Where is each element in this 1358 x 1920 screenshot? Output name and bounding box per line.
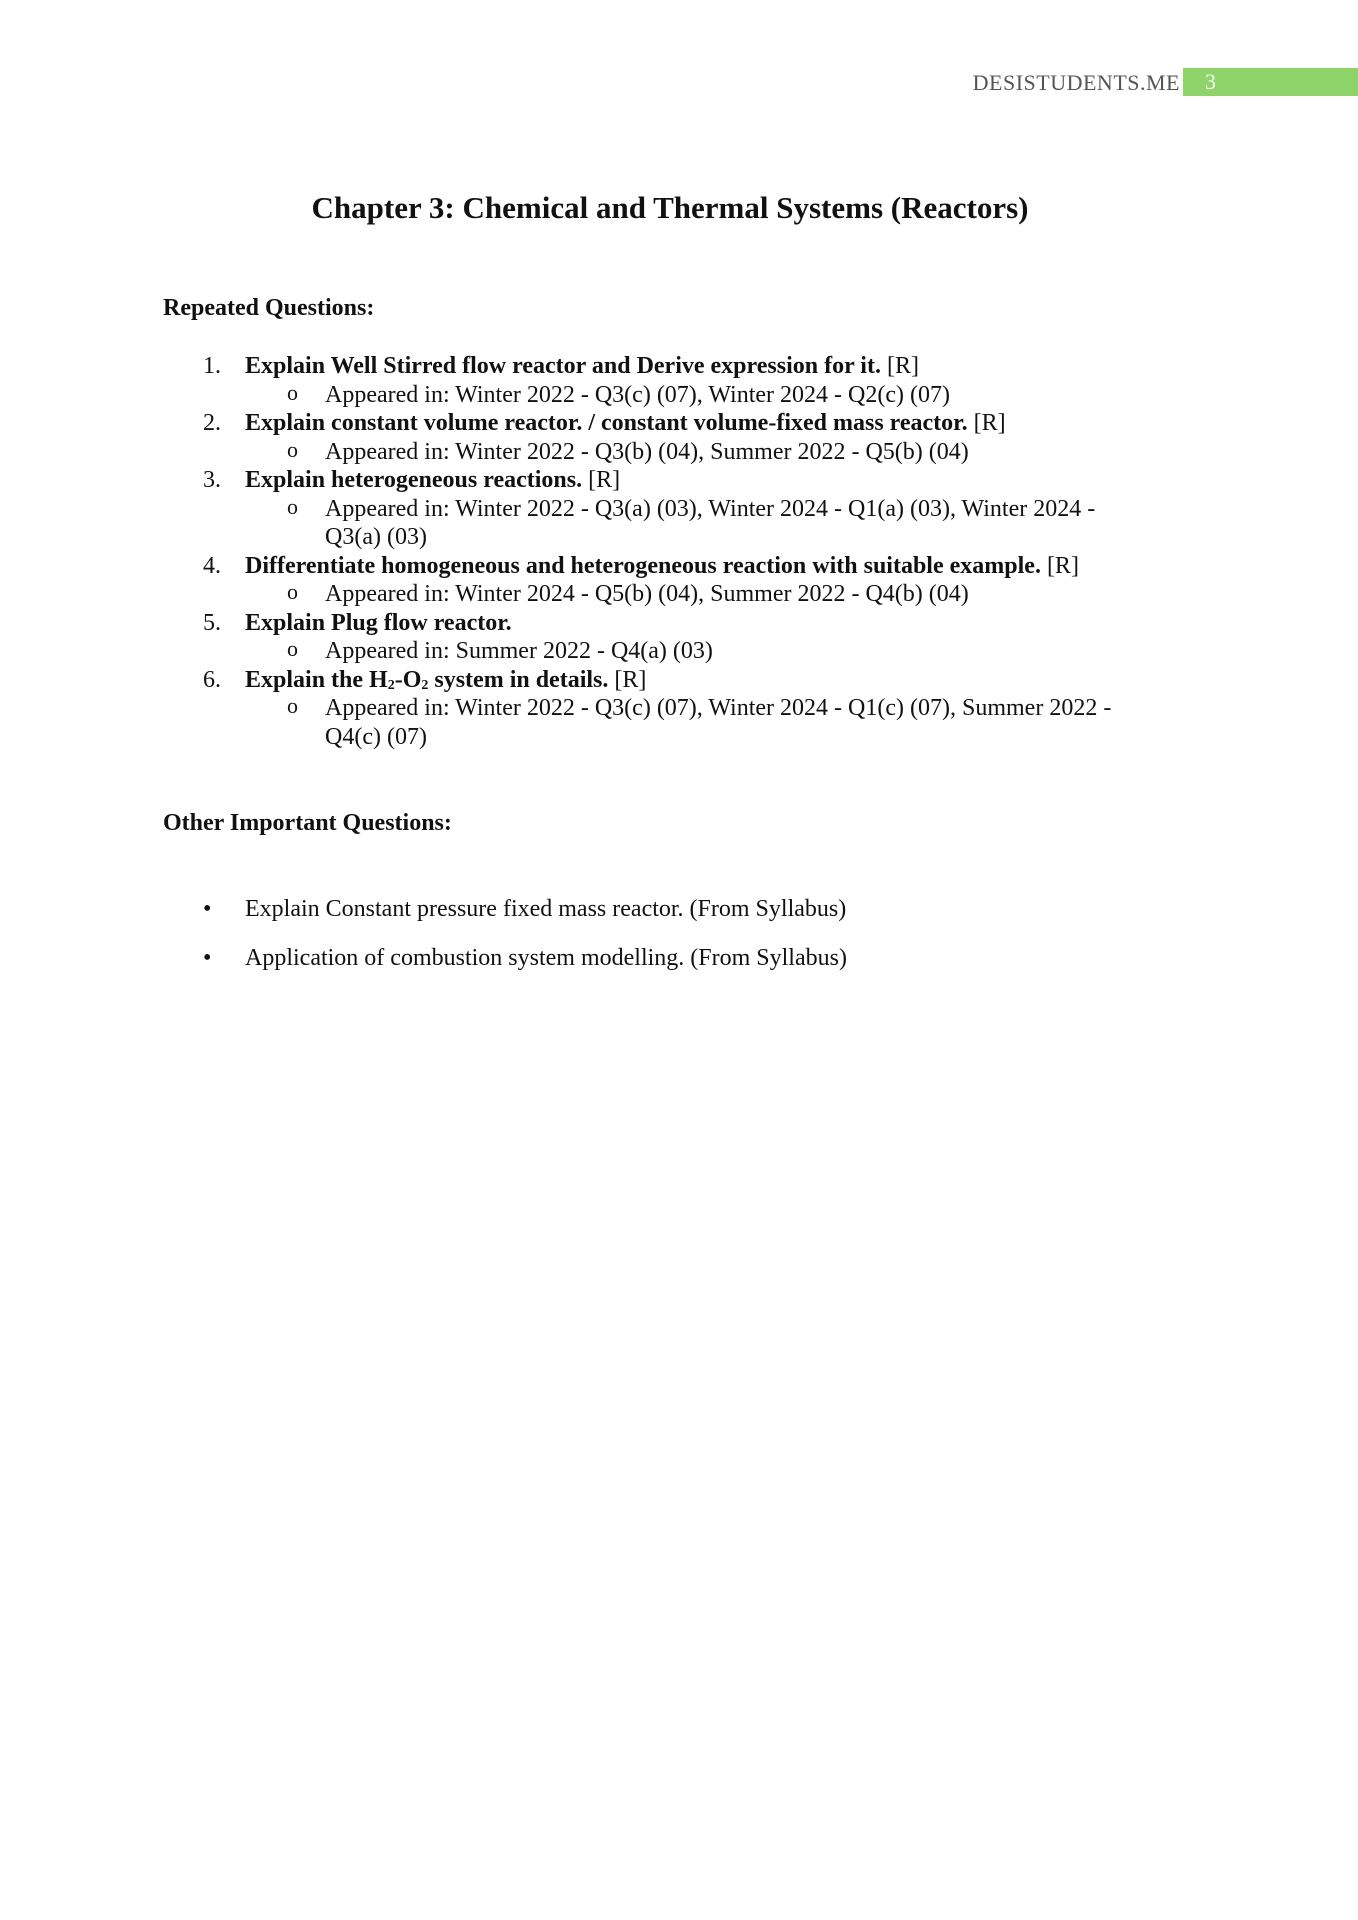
sub-bullet-icon: o: [287, 636, 298, 661]
other-questions-heading: Other Important Questions:: [163, 810, 452, 836]
bullet-icon: •: [203, 945, 212, 971]
question-number: 2.: [203, 410, 221, 436]
sub-bullet-icon: o: [287, 693, 298, 718]
question-item-2: [163, 409, 1163, 438]
other-questions-list: [163, 895, 1163, 993]
repeated-questions-list: [163, 352, 1163, 751]
question-number: 4.: [203, 552, 221, 579]
question-text: Differentiate homogeneous and heterogeneous reaction with suitable example.: [245, 552, 1041, 579]
question-number: 5.: [203, 609, 221, 636]
appeared-in-1: [163, 381, 1163, 410]
other-question-text: Explain Constant pressure fixed mass reactor. (From Syllabus): [245, 896, 847, 922]
question-text: Explain heterogeneous reactions.: [245, 467, 583, 493]
repeat-tag: [R]: [614, 666, 647, 693]
question-text-part: Explain the H: [245, 666, 388, 693]
appeared-text: Appeared in: Winter 2022 - Q3(a) (03), Winter 2024 - Q1(a) (03), Winter 2024 - Q3(a) (03): [325, 495, 1096, 550]
question-text: Explain constant volume reactor. / constant volume-fixed mass reactor.: [245, 410, 968, 436]
appeared-in-6: [163, 694, 1163, 751]
appeared-text: Appeared in: Winter 2022 - Q3(c) (07), Winter 2024 - Q1(c) (07), Summer 2022 - Q4(c) (07): [325, 695, 1112, 750]
repeat-tag: [R]: [588, 467, 621, 493]
other-question-text: Application of combustion system modelling. (From Syllabus): [245, 945, 847, 971]
appeared-in-4: [163, 580, 1163, 609]
question-number: 1.: [203, 353, 221, 379]
question-item-5: [163, 609, 1163, 638]
page-number-badge: 3: [1183, 68, 1358, 96]
question-text: Explain Well Stirred flow reactor and Derive expression for it.: [245, 353, 881, 379]
other-question-item: [163, 895, 1163, 923]
site-name: DESISTUDENTS.ME: [972, 70, 1180, 95]
question-number: 6.: [203, 666, 221, 693]
appeared-in-5: [163, 637, 1163, 666]
sub-bullet-icon: o: [287, 379, 298, 405]
sub-bullet-icon: o: [287, 436, 298, 462]
appeared-in-2: [163, 438, 1163, 467]
appeared-text: Appeared in: Winter 2022 - Q3(c) (07), Winter 2024 - Q2(c) (07): [325, 381, 950, 408]
other-question-item: [163, 944, 1163, 972]
chapter-title: Chapter 3: Chemical and Thermal Systems (Reactors): [311, 190, 1029, 225]
appeared-text: Appeared in: Summer 2022 - Q4(a) (03): [325, 638, 713, 664]
subscript: 2: [387, 677, 395, 693]
repeat-tag: [R]: [886, 353, 919, 379]
appeared-text: Appeared in: Winter 2024 - Q5(b) (04), Summer 2022 - Q4(b) (04): [325, 581, 969, 607]
bullet-icon: •: [203, 896, 212, 922]
question-text: Explain Plug flow reactor.: [245, 609, 512, 636]
question-item-4: [163, 552, 1163, 581]
appeared-in-3: [163, 495, 1163, 552]
question-text-part: -O: [394, 666, 422, 693]
question-item-1: [163, 352, 1163, 381]
repeat-tag: [R]: [1046, 552, 1079, 579]
question-item-6: [163, 666, 1163, 695]
repeat-tag: [R]: [973, 410, 1006, 436]
question-text: [245, 667, 608, 693]
repeated-questions-heading: Repeated Questions:: [163, 295, 375, 321]
question-text-part: system in details.: [428, 666, 609, 693]
question-number: 3.: [203, 467, 221, 493]
question-item-3: [163, 466, 1163, 495]
subscript: 2: [421, 677, 429, 693]
sub-bullet-icon: o: [287, 493, 298, 519]
appeared-text: Appeared in: Winter 2022 - Q3(b) (04), Summer 2022 - Q5(b) (04): [325, 438, 969, 465]
sub-bullet-icon: o: [287, 579, 298, 604]
